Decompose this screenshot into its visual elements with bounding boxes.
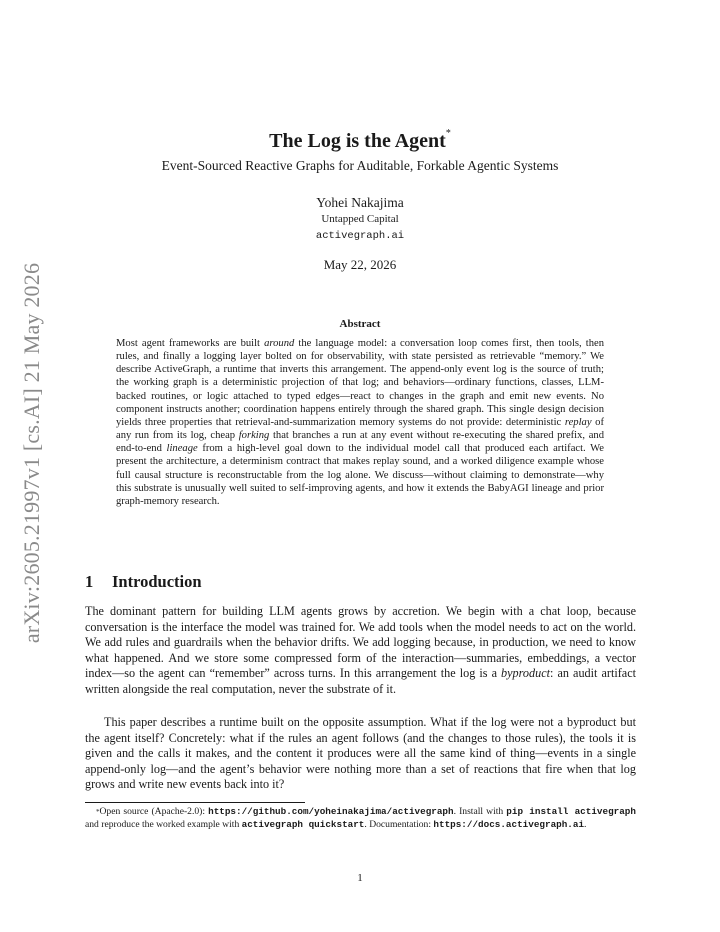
- footnote-text: .: [584, 818, 587, 830]
- page-number: 1: [357, 872, 363, 884]
- section-title: Introduction: [112, 572, 202, 591]
- abstract-emphasis: lineage: [166, 443, 198, 455]
- title-footnote-mark: *: [445, 128, 451, 139]
- section-heading: [85, 572, 202, 592]
- footnote-rule: [85, 802, 305, 803]
- abstract-text: of any run from its log, cheap: [116, 416, 604, 442]
- abstract-text: that branches a run at any event without re-executing the shared prefix, and end-to-end: [116, 430, 604, 455]
- abstract-text: from a high-level goal down to the individual model call that produced each artifact. We present the architecture, a determinism contract that makes replay sound, and a worked diligence example whose full causal structure is reconstructable from the log alone. We discuss—without claiming to demonstrate—why this substrate is unusually well suited to self-improving agents, and how it extends the BabyAGI lineage and prior graph-memory research.: [116, 443, 604, 507]
- paper-title: [0, 130, 720, 153]
- footnote-text: Open source (Apache-2.0):: [99, 806, 209, 817]
- abstract-text: the language model: a conversation loop comes first, then tools, then rules, and finally a logging layer bolted on for observability, with state persisted as retrievable “memory.” We describe ActiveGraph, a runtime that inverts this arrangement. The append-only event log is the source of truth; the working graph is a deterministic projection of that log; and behaviors—ordinary functions, classes, LLM-backed routines, or logic attached to typed edges—react to changes in the graph and emit new events. No component instructs another; coordination happens entirely through the shared graph. This single design decision yields three properties that retrieval-and-summarization memory systems do not provide: deterministic: [116, 338, 604, 428]
- arxiv-identifier: arXiv:2605.21997v1 [cs.AI] 21 May 2026: [19, 262, 45, 644]
- title-text: The Log is the Agent: [269, 130, 446, 152]
- section-number: 1: [85, 572, 94, 591]
- abstract-body: [116, 337, 604, 508]
- footnote-text: . Documentation:: [364, 818, 434, 830]
- paragraph-text: The dominant pattern for building LLM agents grows by accretion. We begin with a chat loop, because conversation is the interface the model was trained for. We add tools when the model needs to act on the world. We add rules and guardrails when the behavior drifts. We add logging because, in production, we need to know what happened. And we store some compressed form of the interaction—summaries, embeddings, a vector index—so the agent can “remember” across turns. In this arrangement the log is a: [85, 604, 636, 681]
- footnote: [85, 806, 636, 831]
- paper-date: May 22, 2026: [323, 257, 397, 272]
- abstract-emphasis: forking: [238, 430, 270, 442]
- abstract-text: Most agent frameworks are built: [116, 338, 265, 349]
- abstract-heading: Abstract: [339, 318, 381, 330]
- paragraph-text: : an audit artifact written alongside the real computation, never the substrate of it.: [85, 666, 636, 696]
- paragraph-emphasis: byproduct: [501, 666, 551, 681]
- paper-subtitle: Event-Sourced Reactive Graphs for Auditable, Forkable Agentic Systems: [161, 158, 559, 173]
- footnote-text: and reproduce the worked example with: [85, 818, 242, 830]
- body-paragraph: This paper describes a runtime built on the opposite assumption. What if the log were not a byproduct but the agent itself? Concretely: what if the rules an agent follows (and the changes to those rules), the tools it is given and the calls it makes, and the content it produces were all the same kind of thing—events in a single append-only log—and the agent’s behavior were nothing more than a set of reactions that fire when that log grows and write new events back into it?: [85, 715, 636, 792]
- abstract-emphasis: around: [264, 338, 295, 349]
- install-command: pip install activegraph: [506, 806, 636, 817]
- author-name: Yohei Nakajima: [316, 195, 404, 210]
- documentation-link[interactable]: https://docs.activegraph.ai: [433, 818, 585, 830]
- author-affiliation: Untapped Capital: [321, 213, 399, 225]
- abstract-emphasis: replay: [564, 416, 592, 428]
- repository-link[interactable]: https://github.com/yoheinakajima/activegraph: [208, 806, 454, 817]
- arxiv-side-stamp: [18, 258, 46, 648]
- footnote-mark: *: [96, 808, 100, 816]
- author-website: activegraph.ai: [315, 230, 405, 242]
- quickstart-command: activegraph quickstart: [241, 818, 365, 830]
- footnote-text: . Install with: [453, 806, 507, 817]
- body-paragraph: [85, 604, 636, 698]
